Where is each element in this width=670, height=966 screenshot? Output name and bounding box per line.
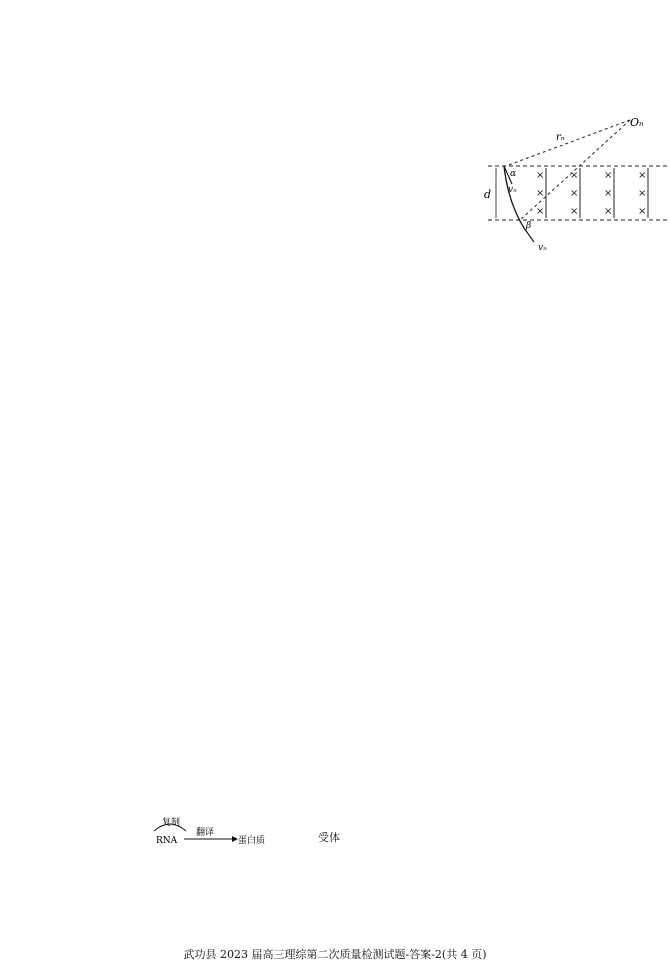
svg-text:×: × (536, 206, 545, 217)
page-footer: 武功县 2023 届高三理综第二次质量检测试题-答案-2(共 4 页) (183, 948, 487, 961)
label-On: Oₙ (630, 116, 644, 129)
svg-text:×: × (570, 206, 579, 217)
svg-text:×: × (604, 206, 613, 217)
svg-text:×: × (570, 188, 579, 199)
label-translation: 翻译 (196, 828, 215, 838)
label-alpha: α (510, 169, 517, 179)
label-rn: rₙ (556, 132, 565, 143)
label-vn-out: vₙ (538, 243, 547, 253)
svg-text:×: × (638, 188, 647, 199)
svg-text:×: × (604, 188, 613, 199)
label-d: d (484, 188, 492, 201)
label-protein: 蛋白质 (238, 836, 266, 846)
svg-text:×: × (638, 170, 647, 181)
svg-text:×: × (570, 170, 579, 181)
label-vn-in: vₙ (508, 185, 517, 195)
svg-text:×: × (604, 170, 613, 181)
label-receptor: 受体 (318, 831, 340, 844)
label-beta: β (526, 221, 532, 231)
svg-text:×: × (536, 188, 545, 199)
svg-text:×: × (638, 206, 647, 217)
gene-expression-diagram (140, 815, 300, 849)
trajectory-diagram (480, 112, 670, 254)
label-rna: RNA (156, 836, 178, 846)
label-replication: 复制 (162, 818, 181, 828)
svg-text:×: × (536, 170, 545, 181)
